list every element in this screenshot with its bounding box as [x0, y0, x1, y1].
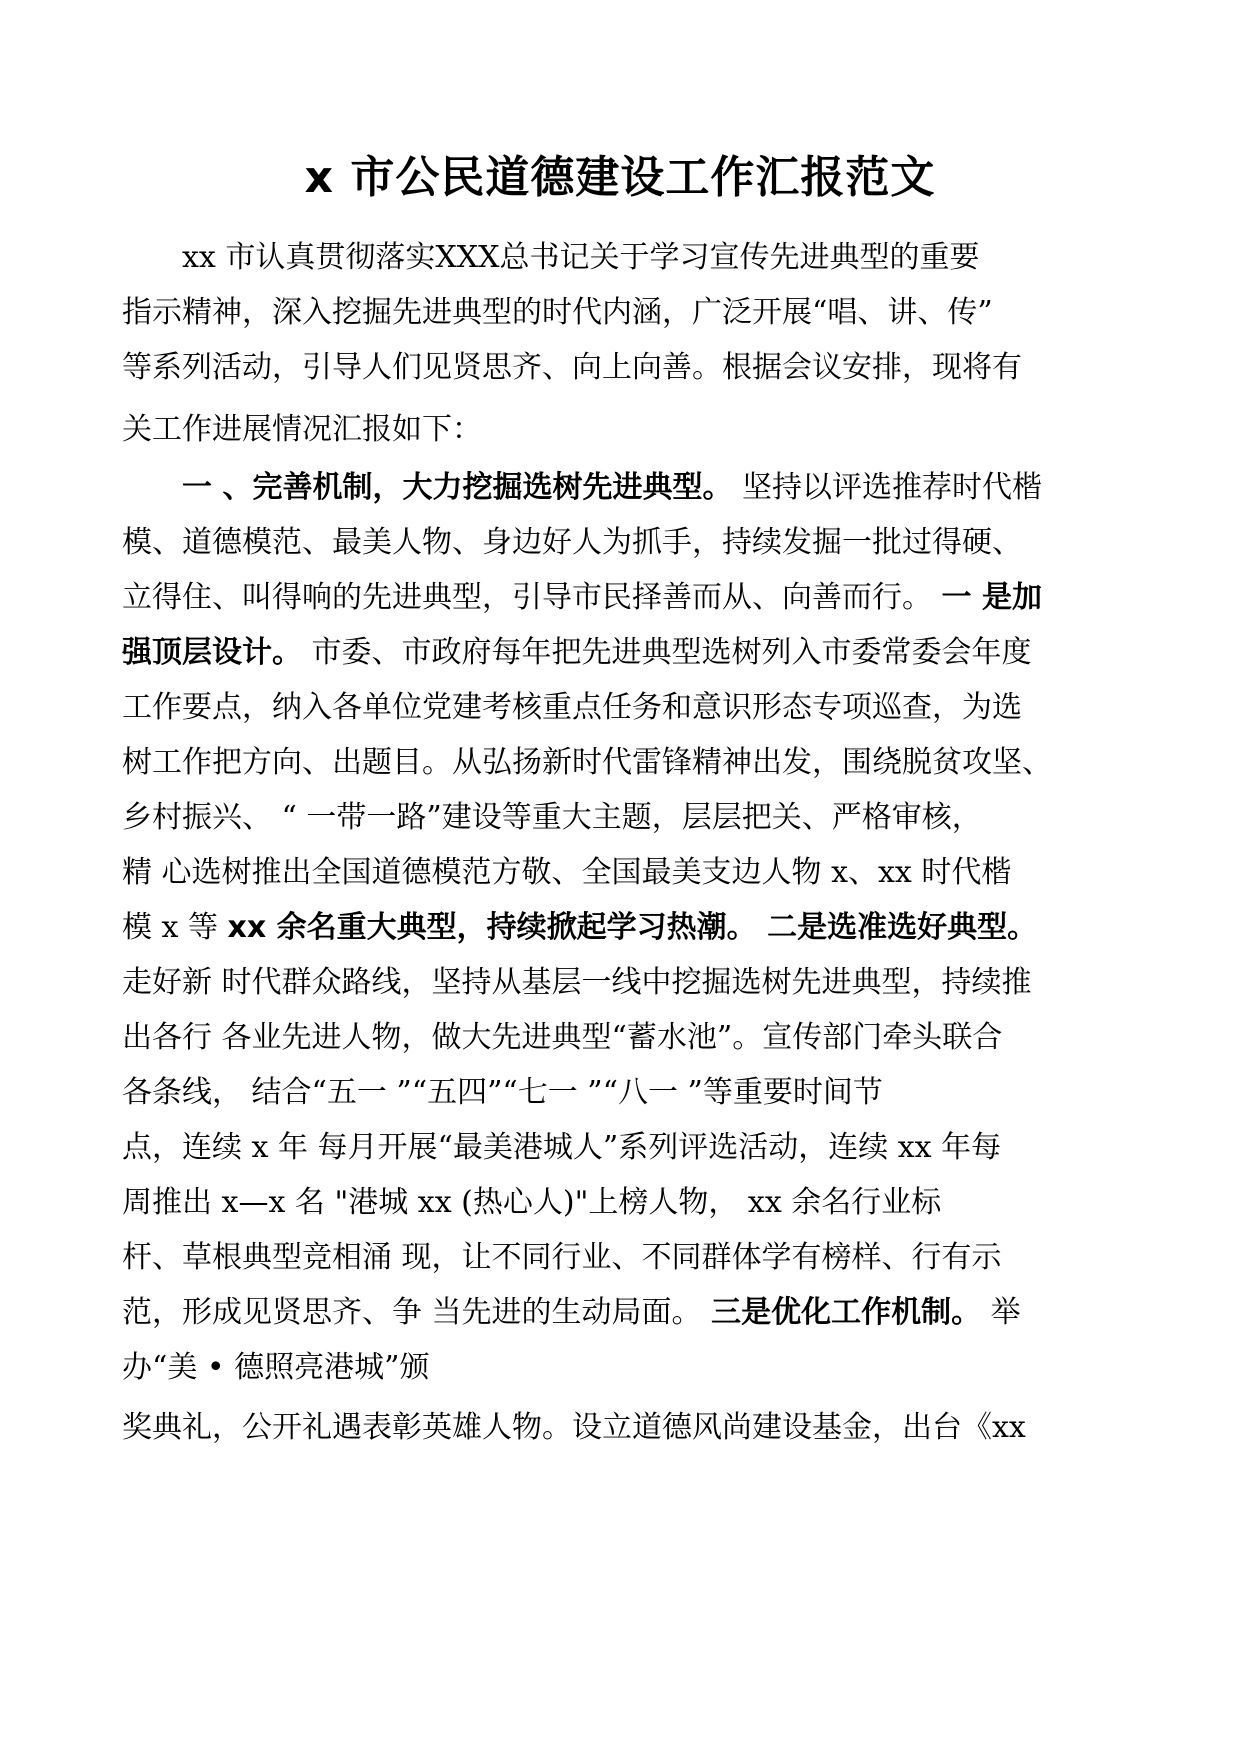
body-text: 市委、市政府每年把先进典型选树列入市委常委会年度	[302, 635, 1032, 670]
body-text: 精 心选树推出全国道德模范方敬、全国最美支边人物 x、xx 时代楷	[122, 855, 1012, 890]
body-line	[122, 1398, 1122, 1458]
body-line	[122, 788, 1122, 848]
body-line	[122, 1283, 1122, 1343]
document-title: x 市公民道德建设工作汇报范文	[304, 152, 936, 203]
body-line	[122, 678, 1122, 738]
body-text: 走好新 时代群众路线，坚持从基层一线中挖掘选树先进典型，持续推	[122, 965, 1032, 1000]
body-line	[122, 338, 1122, 398]
bold-heading-text: 一 、完善机制，大力挖掘选树先进典型。	[182, 470, 733, 505]
body-text: 模、道德模范、最美人物、身边好人为抓手，持续发掘一批过得硬、	[122, 525, 1022, 560]
body-text: 模 x 等	[122, 910, 228, 945]
body-text: 杆、草根典型竞相涌 现，让不同行业、不同群体学有榜样、行有示	[122, 1240, 1002, 1275]
body-line	[122, 843, 1122, 903]
body-line	[122, 283, 1122, 343]
body-text: 立得住、叫得响的先进典型，引导市民择善而从、向善而行。	[122, 580, 942, 615]
body-line	[122, 898, 1122, 958]
body-text: 点，连续 x 年 每月开展“最美港城人”系列评选活动，连续 xx 年每	[122, 1130, 1002, 1165]
body-text: 树工作把方向、出题目。从弘扬新时代雷锋精神出发，围绕脱贫攻坚、	[122, 745, 1052, 780]
body-text: 工作要点，纳入各单位党建考核重点任务和意识形态专项巡查，为选	[122, 690, 1022, 725]
body-line	[122, 513, 1122, 573]
body-text: 关工作进展情况汇报如下：	[122, 412, 482, 447]
bold-heading-text: 强顶层设计。	[122, 635, 302, 670]
body-text: 奖典礼，公开礼遇表彰英雄人物。设立道德风尚建设基金，出台《xx	[122, 1410, 1026, 1445]
body-line	[122, 733, 1122, 793]
bold-heading-text: 一 是加	[941, 580, 1042, 615]
body-line	[122, 1008, 1122, 1068]
body-text: 周推出 x—x 名 "港城 xx (热心人)"上榜人物， xx 余名行业标	[122, 1185, 942, 1220]
body-text: 坚持以评选推荐时代楷	[732, 470, 1042, 505]
bold-heading-text: xx 余名重大典型，持续掀起学习热潮。 二是选准选好典型。	[227, 910, 1038, 945]
body-line	[122, 400, 1122, 460]
body-line	[122, 623, 1122, 683]
body-text: 举	[981, 1295, 1021, 1330]
body-text: 出各行 各业先进人物，做大先进典型“蓄水池”。宣传部门牵头联合	[122, 1020, 1003, 1055]
body-line	[122, 1063, 1122, 1123]
body-line	[122, 1173, 1122, 1233]
bold-heading-text: 三是优化工作机制。	[711, 1295, 982, 1330]
body-text: 办“美 • 德照亮港城”颁	[122, 1350, 430, 1385]
body-text: 各条线， 结合“五一 ”“五四”“七一 ”“八一 ”等重要时间节	[122, 1075, 883, 1110]
body-line	[122, 1118, 1122, 1178]
body-line	[122, 568, 1122, 628]
body-text: 指示精神，深入挖掘先进典型的时代内涵，广泛开展“唱、讲、传”	[122, 295, 993, 330]
body-line	[122, 1338, 1122, 1398]
body-text: 乡村振兴、 “ 一带一路”建设等重大主题，层层把关、严格审核，	[122, 800, 982, 835]
body-text: 范，形成见贤思齐、争 当先进的生动局面。	[122, 1295, 712, 1330]
body-line	[182, 228, 1182, 288]
body-line	[122, 953, 1122, 1013]
body-text: xx 市认真贯彻落实XXX总书记关于学习宣传先进典型的重要	[182, 240, 980, 275]
body-line	[122, 1228, 1122, 1288]
body-text: 等系列活动，引导人们见贤思齐、向上向善。根据会议安排，现将有	[122, 350, 1022, 385]
body-line	[182, 458, 1182, 518]
